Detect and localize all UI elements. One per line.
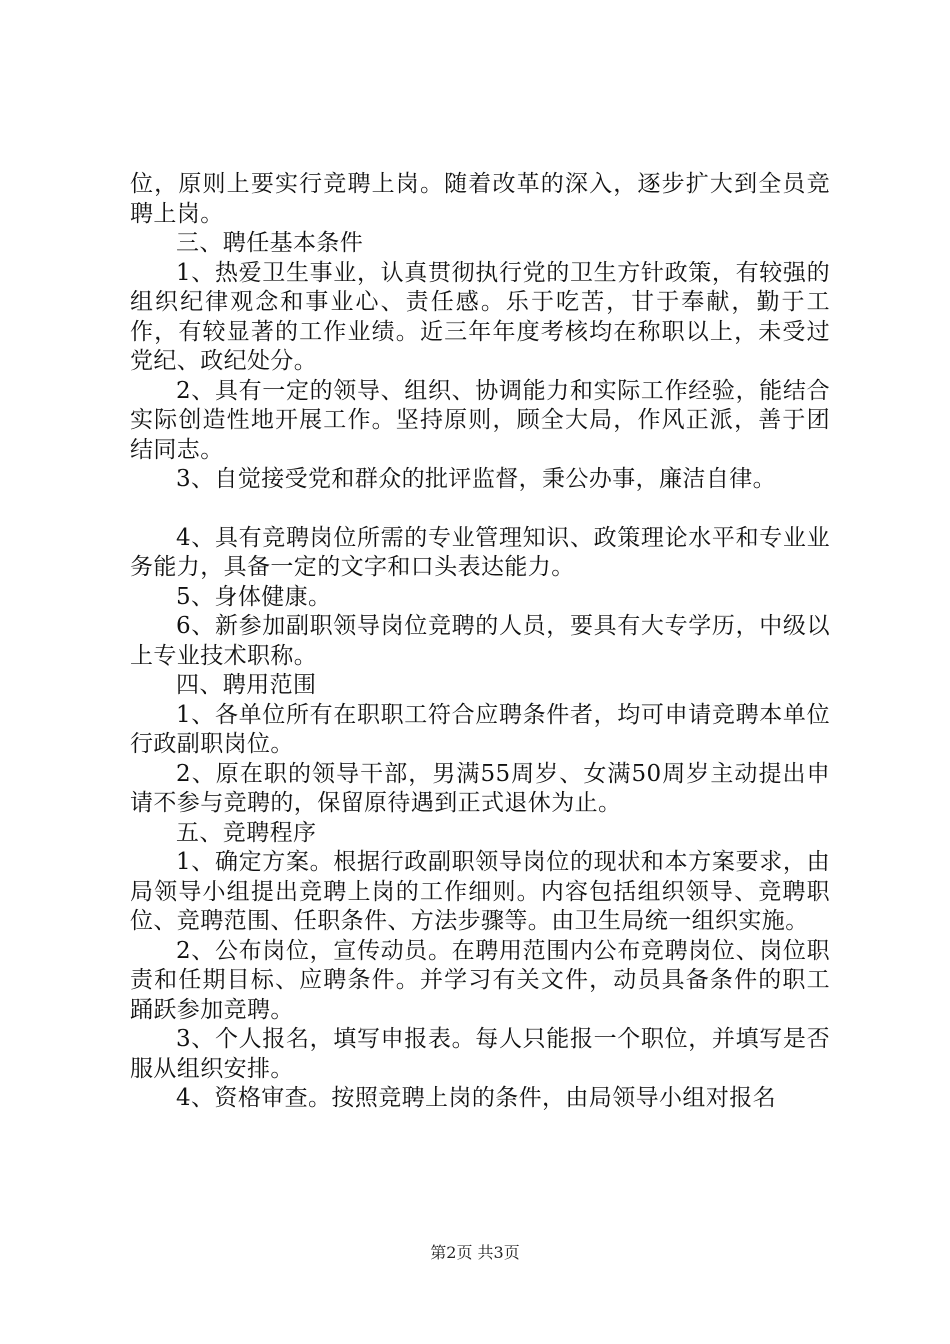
paragraph-continuation: 位，原则上要实行竞聘上岗。随着改革的深入，逐步扩大到全员竞聘上岗。 bbox=[130, 171, 830, 227]
paragraph-condition-4: 4、具有竞聘岗位所需的专业管理知识、政策理论水平和专业业务能力，具备一定的文字和口头表达能力。 bbox=[130, 524, 830, 580]
paragraph-condition-6: 6、新参加副职领导岗位竞聘的人员，要具有大专学历，中级以上专业技术职称。 bbox=[130, 613, 830, 669]
paragraph-procedure-4: 4、资格审查。按照竞聘上岗的条件，由局领导小组对报名 bbox=[176, 1085, 777, 1111]
section-heading-conditions: 三、聘任基本条件 bbox=[176, 230, 364, 256]
page-number-footer: 第2页 共3页 bbox=[430, 1243, 520, 1262]
document-body bbox=[130, 170, 830, 1114]
section-heading-scope: 四、聘用范围 bbox=[176, 672, 317, 698]
paragraph-procedure-1: 1、确定方案。根据行政副职领导岗位的现状和本方案要求，由局领导小组提出竞聘上岗的工作细则。内容包括组织领导、竞聘职位、竞聘范围、任职条件、方法步骤等。由卫生局统一组织实施。 bbox=[130, 849, 830, 934]
paragraph-procedure-2: 2、公布岗位，宣传动员。在聘用范围内公布竞聘岗位、岗位职责和任期目标、应聘条件。并学习有关文件，动员具备条件的职工踊跃参加竞聘。 bbox=[130, 937, 830, 1023]
paragraph-condition-3: 3、自觉接受党和群众的批评监督，秉公办事，廉洁自律。 bbox=[176, 466, 777, 492]
paragraph-condition-1: 1、热爱卫生事业，认真贯彻执行党的卫生方针政策，有较强的组织纪律观念和事业心、责任感。乐于吃苦，甘于奉献，勤于工作，有较显著的工作业绩。近三年年度考核均在称职以上，未受过党纪、政纪处分。 bbox=[130, 259, 830, 374]
paragraph-procedure-3: 3、个人报名，填写申报表。每人只能报一个职位，并填写是否服从组织安排。 bbox=[130, 1026, 830, 1082]
paragraph-scope-1: 1、各单位所有在职职工符合应聘条件者，均可申请竞聘本单位行政副职岗位。 bbox=[130, 701, 830, 757]
paragraph-scope-2: 2、原在职的领导干部，男满55周岁、女满50周岁主动提出申请不参与竞聘的，保留原待遇到正式退休为止。 bbox=[130, 760, 830, 816]
section-heading-procedure: 五、竞聘程序 bbox=[176, 819, 317, 846]
paragraph-condition-2: 2、具有一定的领导、组织、协调能力和实际工作经验，能结合实际创造性地开展工作。坚持原则，顾全大局，作风正派，善于团结同志。 bbox=[130, 377, 830, 463]
paragraph-condition-5: 5、身体健康。 bbox=[176, 583, 332, 610]
